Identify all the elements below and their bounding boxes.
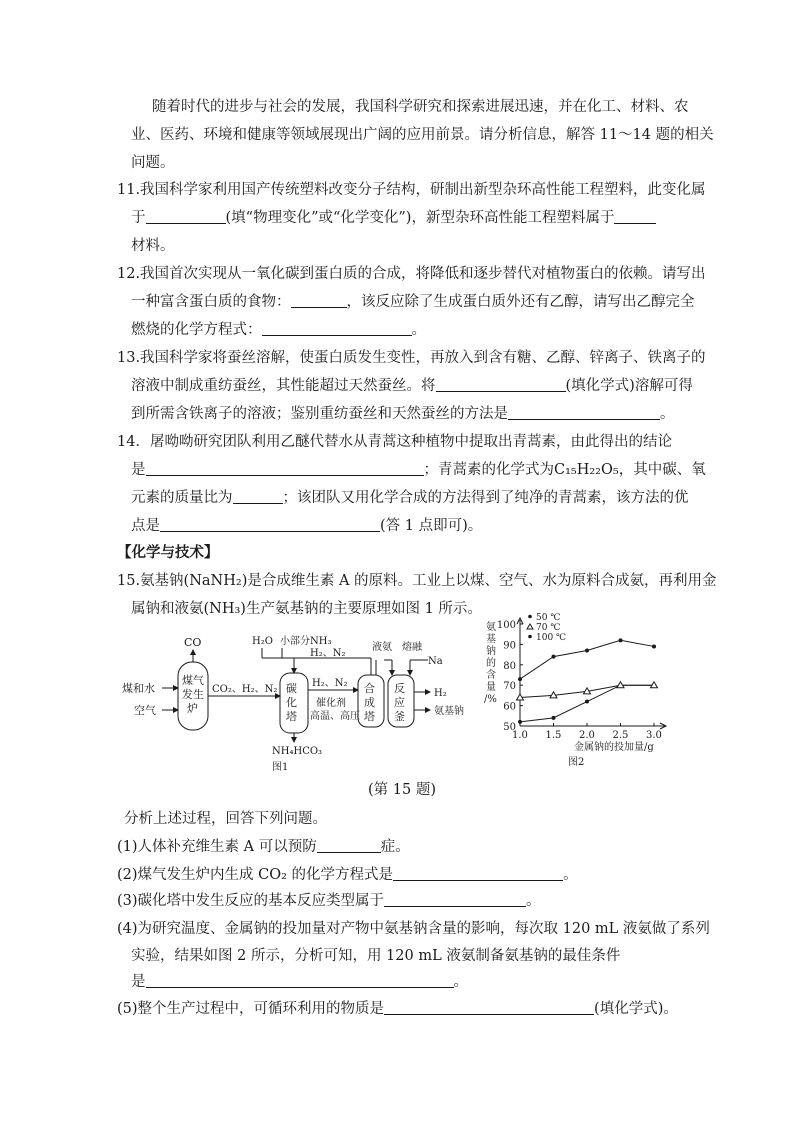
furnace-label-3: 炉	[187, 702, 198, 715]
q14-text-b: ；青蒿素的化学式为	[423, 462, 554, 478]
y-tick-label: 50	[503, 722, 516, 733]
q15-sub-4-line-3	[131, 972, 468, 992]
q14-line-2	[131, 460, 706, 480]
q11-blank-1[interactable]	[146, 209, 226, 224]
ylabel-char-1: 氨	[486, 622, 496, 633]
q13-text-c: 到所需含铁离子的溶液；鉴别重纺蚕丝和天然蚕丝的方法是	[131, 406, 508, 422]
co-label: CO	[184, 636, 202, 649]
q14-text-g: (答 1 点即可)。	[380, 518, 483, 534]
q14-text-a: 是	[131, 462, 146, 478]
stream1-label: CO₂、H₂、N₂	[212, 684, 278, 695]
q14-text-e: ；该团队又用化学合成的方法得到了纯净的青蒿素，该方法的优	[282, 490, 689, 506]
output-h2: H₂	[434, 688, 447, 699]
intro-line-2: 业、医药、环境和健康等领域展现出广阔的应用前景。请分析信息，解答 11～14 题的相关	[131, 127, 714, 143]
tower2-label-3: 塔	[364, 710, 375, 723]
q13-line-3	[131, 404, 675, 424]
y-tick-label: 100	[496, 620, 516, 631]
q13-blank-2[interactable]	[508, 405, 660, 420]
x-tick-label: 3.0	[646, 730, 662, 741]
ylabel-char-4: 的	[486, 658, 496, 669]
series-point	[652, 644, 656, 648]
q13-line-2	[131, 376, 693, 396]
q12-line-1: 12.我国首次实现从一氧化碳到蛋白质的合成，将降低和逐步替代对植物蛋白的依赖。请写出	[117, 266, 706, 282]
q11-blank-2[interactable]	[614, 209, 656, 224]
furnace-label-1: 煤气	[182, 674, 204, 687]
q14-text-d: 元素的质量比为	[131, 490, 233, 506]
q11-text-b: (填“物理变化”或“化学变化”)，新型杂环高性能工程塑料属于	[225, 210, 615, 226]
top-stream-label: H₂、N₂	[310, 648, 346, 659]
molten-label: 熔融	[402, 642, 422, 653]
q13-line-1: 13.我国科学家将蚕丝溶解，使蛋白质发生变性，再放入到含有糖、乙醇、锌离子、铁离子的	[117, 350, 706, 366]
ylabel-char-5: 含	[486, 670, 496, 681]
legend-label: 100 ℃	[536, 633, 567, 643]
series-point	[585, 649, 589, 653]
ylabel-char-3: 钠	[486, 646, 496, 657]
q15-blank-3[interactable]	[384, 892, 526, 907]
q15-s1-text-b: 症。	[380, 839, 410, 855]
q14-blank-3[interactable]	[160, 517, 380, 532]
condition-temp-pressure: 高温、高压	[310, 711, 360, 722]
reactor-label-3: 釜	[394, 710, 405, 723]
yield-chart	[480, 612, 690, 772]
q12-line-3	[131, 320, 426, 340]
x-axis-label: 金属钠的投加量/g	[574, 742, 654, 753]
q15-blank-1[interactable]	[317, 838, 381, 853]
q15-s3-text-a: (3)碳化塔中发生反应的基本反应类型属于	[117, 893, 385, 909]
tower2-label-2: 成	[364, 696, 375, 709]
intro-line-3: 问题。	[131, 155, 175, 171]
q14-line-4	[131, 516, 482, 536]
q15-blank-2[interactable]	[393, 866, 563, 881]
byproduct-label: NH₄HCO₃	[272, 746, 323, 757]
q13-blank-1[interactable]	[436, 377, 566, 392]
q12-blank-1[interactable]	[291, 293, 347, 308]
q12-line-2	[131, 292, 695, 312]
q15-sub-3	[117, 891, 541, 911]
output-sodium-amide: 氨基钠	[434, 706, 464, 717]
q11-line-2	[131, 208, 656, 228]
tower1-label-1: 碳	[286, 682, 297, 695]
q15-sub-4-line-1: (4)为研究温度、金属钠的投加量对产物中氨基钠含量的影响，每次取 120 mL 液氨做了系列	[117, 921, 710, 937]
q12-text-a: 一种富含蛋白质的食物：	[131, 294, 291, 310]
furnace-label-2: 发生	[182, 688, 204, 701]
reactor-label-1: 反	[394, 682, 405, 695]
q15-blank-4[interactable]	[146, 973, 454, 988]
q15-s1-text-a: (1)人体补充维生素 A 可以预防	[117, 839, 317, 855]
q14-line-3	[131, 488, 689, 508]
legend-marker	[528, 635, 532, 639]
q12-text-b: ，该反应除了生成蛋白质外还有乙醇，请写出乙醇完全	[346, 294, 695, 310]
q15-s2-text-b: 。	[563, 867, 578, 883]
legend-label: 70 ℃	[536, 623, 561, 633]
q14-formula: C₁₅H₂₂O₅	[554, 462, 619, 478]
legend-marker	[527, 624, 533, 629]
q14-line-1: 14．屠呦呦研究团队利用乙醚代替水从青蒿这种植物中提取出青蒿素，由此得出的结论	[117, 434, 672, 450]
ylabel-char-7: /%	[484, 694, 497, 705]
q14-text-c: ，其中碳、氧	[618, 462, 706, 478]
q15-sub-5	[117, 999, 678, 1019]
q15-s4-text-c: 是	[131, 974, 146, 990]
chart-title: 图2	[568, 757, 585, 768]
ylabel-char-2: 基	[486, 634, 496, 645]
q13-text-a: 溶液中制成重纺蚕丝，其性能超过天然蚕丝。将	[131, 378, 436, 394]
liquid-ammonia-label: 液氨	[372, 642, 392, 653]
q15-sub-2	[117, 865, 578, 885]
q12-text-d: 。	[411, 322, 426, 338]
q15-s4-text-d: 。	[453, 974, 468, 990]
q14-blank-2[interactable]	[233, 489, 283, 504]
series-point	[552, 655, 556, 659]
input-air: 空气	[134, 704, 156, 717]
series-point	[552, 716, 556, 720]
y-tick-label: 90	[503, 640, 516, 652]
q15-line-2: 属钠和液氨(NH₃)生产氨基钠的主要原理如图 1 所示。	[131, 601, 482, 617]
series-point	[518, 720, 522, 724]
process-diagram	[120, 630, 470, 780]
legend-marker	[528, 615, 532, 619]
input-coal-water: 煤和水	[122, 682, 155, 695]
x-tick-label: 1.5	[545, 730, 562, 741]
figure1-label: 图1	[272, 762, 289, 773]
x-tick-label: 1.0	[512, 730, 528, 741]
tower2-label-1: 合	[364, 682, 375, 695]
series-line	[520, 640, 654, 679]
intro-line-1: 随着时代的进步与社会的发展，我国科学研究和探索进展迅速，并在化工、材料、农	[152, 99, 689, 115]
q13-text-d: 。	[660, 406, 675, 422]
na-label: Na	[428, 656, 443, 667]
stream2-label: H₂、N₂	[312, 678, 348, 689]
x-tick-label: 2.5	[612, 730, 629, 741]
series-point	[619, 638, 623, 642]
y-tick-label: 70	[503, 681, 516, 693]
q14-blank-1[interactable]	[146, 461, 424, 476]
q11-line-1: 11.我国科学家利用国产传统塑料改变分子结构，研制出新型杂环高性能工程塑料，此变化属	[117, 182, 706, 198]
q12-blank-2[interactable]	[262, 321, 412, 336]
q15-analysis: 分析上述过程，回答下列问题。	[124, 811, 327, 827]
section-title: 【化学与技术】	[117, 544, 219, 561]
q12-text-c: 燃烧的化学方程式：	[131, 322, 262, 338]
q14-text-f: 点是	[131, 518, 160, 534]
x-tick-label: 2.0	[579, 730, 595, 741]
y-tick-label: 80	[503, 660, 516, 672]
tower1-label-2: 化	[286, 696, 297, 709]
figure-caption: (第 15 题)	[368, 782, 436, 798]
q15-sub-4-line-2: 实验，结果如图 2 所示，分析可知，用 120 mL 液氨制备氨基钠的最佳条件	[131, 948, 621, 964]
q15-blank-5[interactable]	[384, 1000, 594, 1015]
q15-sub-1	[117, 837, 410, 857]
q15-s5-text-b: (填化学式)。	[594, 1001, 678, 1017]
q15-line-1: 15.氨基钠(NaNH₂)是合成维生素 A 的原料。工业上以煤、空气、水为原料合成氨，再利用金	[117, 573, 717, 589]
ylabel-char-6: 量	[486, 682, 496, 693]
q15-s3-text-b: 。	[526, 893, 541, 909]
series-point	[585, 700, 589, 704]
series-point	[518, 677, 522, 681]
q15-s5-text-a: (5)整个生产过程中，可循环利用的物质是	[117, 1001, 385, 1017]
reactor-label-2: 应	[394, 696, 405, 709]
tower1-label-3: 塔	[286, 710, 297, 723]
y-tick-label: 60	[503, 701, 516, 713]
top-input-nh3: 小部分NH₃	[280, 636, 332, 647]
q15-s2-text-a: (2)煤气发生炉内生成 CO₂ 的化学方程式是	[117, 867, 394, 883]
top-input-h2o: H₂O	[252, 636, 273, 647]
legend-label: 50 ℃	[536, 613, 561, 623]
condition-catalyst: 催化剂	[316, 698, 346, 709]
q11-text-a: 于	[131, 210, 146, 226]
q13-text-b: (填化学式)溶解可得	[565, 378, 693, 394]
q11-line-3: 材料。	[131, 238, 175, 254]
